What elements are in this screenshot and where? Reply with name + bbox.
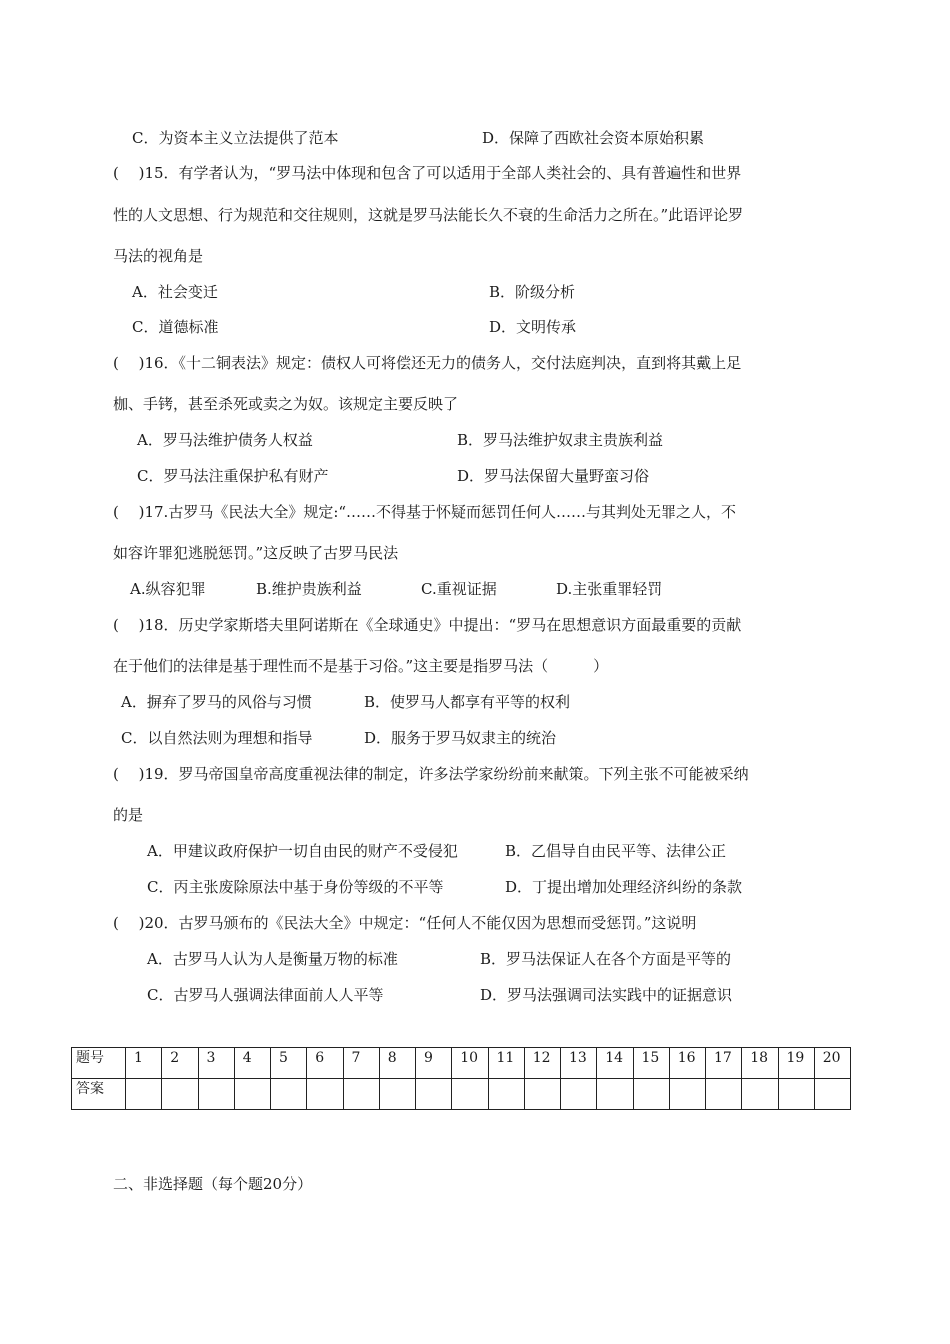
answer-table-number-row [72,1048,851,1079]
question-number-cell: 15 [633,1048,669,1079]
answer-table-answer-header: 答案 [72,1079,126,1110]
q18-stem-line2: 在于他们的法律是基于理性而不是基于习俗。”这主要是指罗马法（ ） [113,657,609,675]
q18-option-d: D．服务于罗马奴隶主的统治 [364,729,557,747]
answer-cell[interactable] [778,1079,814,1110]
answer-cell[interactable] [742,1079,778,1110]
q17-option-a: A.纵容犯罪 [130,580,206,598]
q17-stem-line2: 如容许罪犯逃脱惩罚。”这反映了古罗马民法 [113,544,399,562]
question-number-cell: 8 [379,1048,415,1079]
q15-stem-line1: ( )15．有学者认为，“罗马法中体现和包含了可以适用于全部人类社会的、具有普遍性和世界 [113,164,742,182]
answer-cell[interactable] [271,1079,307,1110]
question-number-cell: 6 [307,1048,343,1079]
q16-stem-line1: ( )16．《十二铜表法》规定：债权人可将偿还无力的债务人，交付法庭判决，直到将其戴上足 [113,354,742,372]
q19-option-c: C．丙主张废除原法中基于身份等级的不平等 [147,878,444,896]
q18-option-b: B．使罗马人都享有平等的权利 [364,693,571,711]
q17-option-c: C.重视证据 [421,580,497,598]
q18-option-a: A．摒弃了罗马的风俗与习惯 [121,693,312,711]
answer-cell[interactable] [126,1079,162,1110]
q15-option-b: B．阶级分析 [489,283,576,301]
answer-cell[interactable] [597,1079,633,1110]
q20-option-b: B．罗马法保证人在各个方面是平等的 [480,950,732,968]
answer-cell[interactable] [379,1079,415,1110]
q18-stem-line1: ( )18．历史学家斯塔夫里阿诺斯在《全球通史》中提出：“罗马在思想意识方面最重要的贡献 [113,616,742,634]
q16-option-a: A．罗马法维护债务人权益 [137,431,313,449]
q19-stem-line2: 的是 [113,806,144,824]
section-2-title: 二、非选择题（每个题20分） [113,1175,313,1193]
answer-cell[interactable] [307,1079,343,1110]
q15-option-c: C．道德标准 [132,318,219,336]
answer-cell[interactable] [814,1079,850,1110]
q19-option-b: B．乙倡导自由民平等、法律公正 [505,842,727,860]
answer-cell[interactable] [633,1079,669,1110]
answer-table [71,1047,851,1110]
q16-stem-line2: 枷、手铐，甚至杀死或卖之为奴。该规定主要反映了 [113,395,459,413]
question-number-cell: 12 [524,1048,560,1079]
answer-cell[interactable] [343,1079,379,1110]
answer-table-number-header: 题号 [72,1048,126,1079]
question-number-cell: 19 [778,1048,814,1079]
question-number-cell: 5 [271,1048,307,1079]
question-number-cell: 16 [669,1048,705,1079]
question-number-cell: 4 [234,1048,270,1079]
question-number-cell: 20 [814,1048,850,1079]
q16-option-b: B．罗马法维护奴隶主贵族利益 [457,431,664,449]
q20-option-d: D．罗马法强调司法实践中的证据意识 [480,986,733,1004]
q17-option-d: D.主张重罪轻罚 [556,580,663,598]
q18-option-c: C．以自然法则为理想和指导 [121,729,313,747]
question-number-cell: 7 [343,1048,379,1079]
answer-cell[interactable] [488,1079,524,1110]
q14-option-c: C．为资本主义立法提供了范本 [132,129,339,147]
q19-option-a: A．甲建议政府保护一切自由民的财产不受侵犯 [147,842,458,860]
q17-option-b: B.维护贵族利益 [256,580,362,598]
question-number-cell: 18 [742,1048,778,1079]
question-number-cell: 11 [488,1048,524,1079]
question-number-cell: 13 [561,1048,597,1079]
answer-cell[interactable] [198,1079,234,1110]
answer-table-answer-row [72,1079,851,1110]
answer-cell[interactable] [452,1079,488,1110]
answer-cell[interactable] [706,1079,742,1110]
question-number-cell: 10 [452,1048,488,1079]
q17-stem-line1: ( )17.古罗马《民法大全》规定:“……不得基于怀疑而惩罚任何人……与其判处无罪之人，不 [113,503,737,521]
q19-stem-line1: ( )19．罗马帝国皇帝高度重视法律的制定，许多法学家纷纷前来献策。下列主张不可能被采纳 [113,765,749,783]
answer-cell[interactable] [561,1079,597,1110]
question-number-cell: 3 [198,1048,234,1079]
q15-option-d: D．文明传承 [489,318,577,336]
answer-cell[interactable] [524,1079,560,1110]
q20-option-c: C．古罗马人强调法律面前人人平等 [147,986,384,1004]
q20-stem-line1: ( )20．古罗马颁布的《民法大全》中规定：“任何人不能仅因为思想而受惩罚。”这说明 [113,914,697,932]
q15-stem-line3: 马法的视角是 [113,247,204,265]
answer-cell[interactable] [416,1079,452,1110]
question-number-cell: 14 [597,1048,633,1079]
question-number-cell: 9 [416,1048,452,1079]
question-number-cell: 17 [706,1048,742,1079]
question-number-cell: 2 [162,1048,198,1079]
answer-cell[interactable] [162,1079,198,1110]
q20-option-a: A．古罗马人认为人是衡量万物的标准 [147,950,398,968]
q14-option-d: D．保障了西欧社会资本原始积累 [482,129,705,147]
q15-stem-line2: 性的人文思想、行为规范和交往规则，这就是罗马法能长久不衰的生命活力之所在。”此语评论罗 [113,206,744,224]
question-number-cell: 1 [126,1048,162,1079]
answer-cell[interactable] [669,1079,705,1110]
q16-option-d: D．罗马法保留大量野蛮习俗 [457,467,650,485]
q19-option-d: D．丁提出增加处理经济纠纷的条款 [505,878,743,896]
answer-cell[interactable] [234,1079,270,1110]
q15-option-a: A．社会变迁 [132,283,218,301]
q16-option-c: C．罗马法注重保护私有财产 [137,467,329,485]
